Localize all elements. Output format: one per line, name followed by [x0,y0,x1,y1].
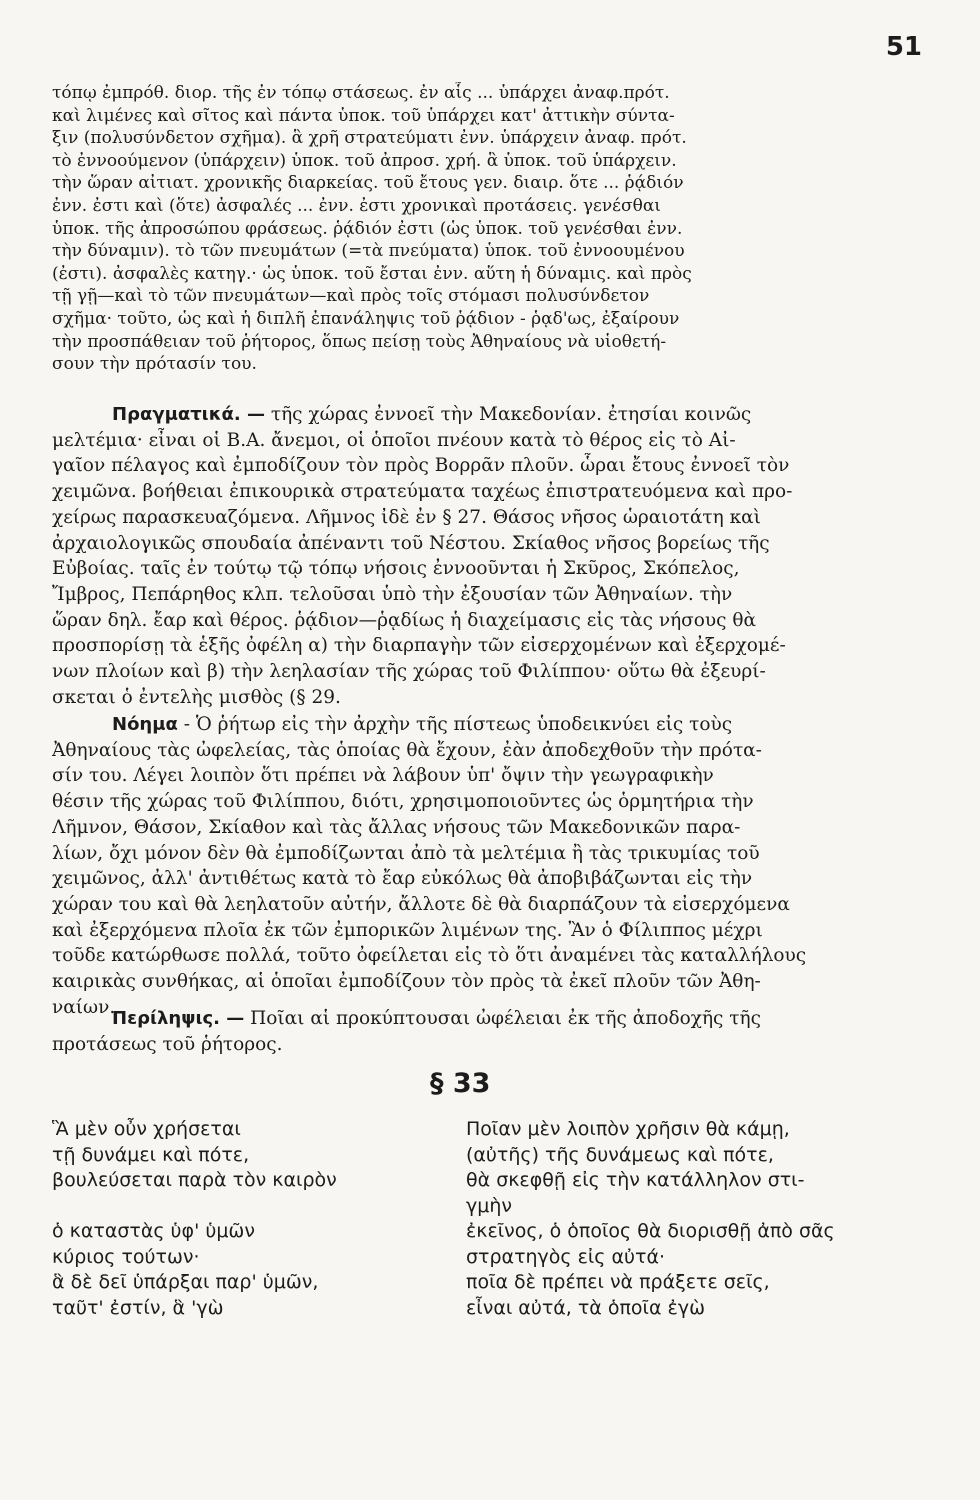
pragmatika-line: γαῖον πέλαγος καὶ ἐμποδίζουν τὸν πρὸς Βορρᾶν πλοῦν. ὧραι ἔτους ἐννοεῖ τὸν [52,455,790,477]
notes-line: ἐνν. ἐστι καὶ (ὅτε) ἀσφαλές ... ἐνν. ἐστι χρονικαὶ προτάσεις. γενέσθαι [52,195,661,216]
perilipsis-first-line [52,1006,882,1032]
pragmatika-line: χείρως παρασκευαζόμενα. Λῆμνος ἰδὲ ἐν § 27. Θάσος νῆσος ὡραιοτάτη καὶ [52,506,761,528]
noima-first-line [52,712,882,738]
notes-line: τόπῳ ἐμπρόθ. διορ. τῆς ἐν τόπῳ στάσεως. ἐν αἷς ... ὑπάρχει ἀναφ.πρότ. [52,83,670,103]
original-line: Ἃ μὲν οὖν χρήσεται [52,1118,241,1140]
original-line: ἃ δὲ δεῖ ὑπάρξαι παρ' ὑμῶν, [52,1271,319,1293]
pragmatika-line: χειμῶνα. βοήθειαι ἐπικουρικὰ στρατεύματα ταχέως ἐπιστρατευόμενα καὶ προ- [52,481,793,503]
translation-line: ἐκεῖνος, ὁ ὁποῖος θὰ διορισθῇ ἀπὸ σᾶς [466,1220,835,1242]
notes-line: τὴν ὥραν αἰτιατ. χρονικῆς διαρκείας. τοῦ ἔτους γεν. διαιρ. ὅτε ... ῥᾴδιόν [52,173,684,194]
pragmatika-line: Ἴμβρος, Πεπάρηθος κλπ. τελοῦσαι ὑπὸ τὴν ἐξουσίαν τῶν Ἀθηναίων. τὴν [52,583,733,605]
notes-line: ξιν (πολυσύνδετον σχῆμα). ἃ χρῆ στρατεύματι ἐνν. ὑπάρχειν ἀναφ. πρότ. [52,128,687,149]
page-number: 51 [885,32,922,62]
noima-line: χειμῶνος, ἀλλ' ἀντιθέτως κατὰ τὸ ἔαρ εὐκόλως θὰ ἀποβιβάζωνται εἰς τὴν [52,868,753,890]
original-line: βουλεύσεται παρὰ τὸν καιρὸν [52,1169,337,1191]
noima-line: θέσιν τῆς χώρας τοῦ Φιλίππου, διότι, χρησιμοποιοῦντες ὡς ὁρμητήρια τὴν [52,791,754,813]
pragmatika-line: Εὐβοίας. ταῖς ἐν τούτῳ τῷ τόπῳ νήσοις ἐννοοῦνται ἡ Σκῦρος, Σκόπελος, [52,558,740,580]
pragmatika-first-line [52,402,882,428]
original-line: κύριος τούτων· [52,1245,200,1268]
pragmatika-line: ἀρχαιολογικῶς σπουδαία ἀπέναντι τοῦ Νέστου. Σκίαθος νῆσος βορείως τῆς [52,532,770,554]
translation-line: Ποῖαν μὲν λοιπὸν χρῆσιν θὰ κάμῃ, [466,1118,790,1140]
notes-line: ὑποκ. τῆς ἀπροσώπου φράσεως. ῥᾴδιόν ἐστι (ὡς ὑποκ. τοῦ γενέσθαι ἐνν. [52,218,683,239]
original-line [52,1194,432,1220]
pragmatika-line: ὥραν δηλ. ἔαρ καὶ θέρος. ῥᾴδιον—ῥᾳδίως ἡ διαχείμασις εἰς τὰς νήσους θὰ [52,609,757,631]
translation-line: στρατηγὸς εἰς αὐτά· [466,1245,666,1268]
grammatical-notes [52,82,882,376]
original-line: τῇ δυνάμει καὶ πότε, [52,1143,250,1166]
pragmatika-line: σκεται ὁ ἐντελὴς μισθὸς (§ 29. [52,686,341,708]
perilipsis-first-line-text: Ποῖαι αἱ προκύπτουσαι ὠφέλειαι ἐκ τῆς ἀποδοχῆς τῆς [244,1008,761,1029]
perilipsis-line: προτάσεως τοῦ ῥήτορος. [52,1033,283,1055]
pragmatika-line: μελτέμια· εἶναι οἱ Β.Α. ἄνεμοι, οἱ ὁποῖοι πνέουν κατὰ τὸ θέρος εἰς τὸ Αἰ- [52,429,736,451]
noima-heading: Νόημα [112,714,178,735]
notes-line: σουν τὴν πρότασίν του. [52,354,257,375]
notes-line: τῇ γῇ—καὶ τὸ τῶν πνευμάτων—καὶ πρὸς τοῖς στόμασι πολυσύνδετον [52,286,650,307]
section-sign: § 33 [430,1068,491,1099]
pragmatika-heading: Πραγματικά. — [112,404,265,425]
noima-line: σίν του. Λέγει λοιπὸν ὅτι πρέπει νὰ λάβουν ὑπ' ὄψιν τὴν γεωγραφικὴν [52,765,714,787]
notes-line: τὸ ἐννοούμενον (ὑπάρχειν) ὑποκ. τοῦ ἀπροσ. χρή. ἃ ὑποκ. τοῦ ὑπάρχειν. [52,150,677,171]
pragmatika-section [52,402,882,710]
translation-line: γμὴν [466,1194,512,1217]
noima-line: καιρικὰς συνθήκας, αἱ ὁποῖαι ἐμποδίζουν τὸν πρὸς τὰ ἐκεῖ πλοῦν τῶν Ἀθη- [52,971,761,993]
notes-line: τὴν προσπάθειαν τοῦ ῥήτορος, ὅπως πείσῃ τοὺς Ἀθηναίους νὰ υἱοθετή- [52,331,667,352]
notes-line: (ἐστι). ἀσφαλὲς κατηγ.· ὡς ὑποκ. τοῦ ἔσται ἐνν. αὕτη ἡ δύναμις. καὶ πρὸς [52,263,692,284]
pragmatika-line: νων πλοίων καὶ β) τὴν λεηλασίαν τῆς χώρας τοῦ Φιλίππου· οὕτω θὰ ἐξευρί- [52,661,766,683]
translation-line: εἶναι αὐτά, τὰ ὁποῖα ἐγὼ [466,1296,705,1319]
noima-first-line-text: - Ὁ ῥήτωρ εἰς τὴν ἀρχὴν τῆς πίστεως ὑποδεικνύει εἰς τοὺς [177,714,733,735]
noima-line: Ἀθηναίους τὰς ὠφελείας, τὰς ὁποίας θὰ ἔχουν, ἐὰν ἀποδεχθοῦν τὴν πρότα- [52,739,762,761]
noima-line: λίων, ὄχι μόνον δὲν θὰ ἐμποδίζωνται ἀπὸ τὰ μελτέμια ἢ τὰς τρικυμίας τοῦ [52,842,760,864]
noima-line: Λῆμνον, Θάσον, Σκίαθον καὶ τὰς ἄλλας νήσους τῶν Μακεδονικῶν παρα- [52,816,741,838]
noima-line: χώραν του καὶ θὰ λεηλατοῦν αὐτήν, ἄλλοτε δὲ θὰ διαρπάζουν τὰ εἰσερχόμενα [52,893,790,915]
notes-line: καὶ λιμένες καὶ σῖτος καὶ πάντα ὑποκ. τοῦ ὑπάρχει κατ' ἀττικὴν σύντα- [52,105,675,126]
translation-line: ποῖα δὲ πρέπει νὰ πράξετε σεῖς, [466,1271,770,1293]
pragmatika-line: προσπορίσῃ τὰ ἑξῆς ὀφέλη α) τὴν διαρπαγὴν τῶν εἰσερχομένων καὶ ἐξερχομέ- [52,635,786,657]
original-line: ὁ καταστὰς ὑφ' ὑμῶν [52,1220,255,1242]
noima-line: τοῦδε κατώρθωσε πολλά, τοῦτο ὀφείλεται εἰς τὸ ὅτι ἀναμένει τὰς καταλλήλους [52,945,807,967]
pragmatika-first-line-text: τῆς χώρας ἐννοεῖ τὴν Μακεδονίαν. ἐτησίαι κοινῶς [264,404,752,425]
perilipsis-section [52,1006,882,1057]
noima-section [52,712,882,1020]
perilipsis-heading: Περίληψις. — [112,1008,245,1029]
original-text-column [52,1117,432,1321]
translation-line: (αὐτῆς) τῆς δυνάμεως καὶ πότε, [466,1143,774,1166]
original-line: ταῦτ' ἐστίν, ἃ 'γὼ [52,1296,224,1319]
translation-line: θὰ σκεφθῇ εἰς τὴν κατάλληλον στι- [466,1169,805,1191]
noima-line: ναίων. [52,996,116,1018]
notes-line: τὴν δύναμιν). τὸ τῶν πνευμάτων (=τὰ πνεύματα) ὑποκ. τοῦ ἐννοουμένου [52,241,685,262]
translation-column [466,1117,906,1321]
noima-line: καὶ ἐξερχόμενα πλοῖα ἐκ τῶν ἐμπορικῶν λιμένων της. Ἂν ὁ Φίλιππος μέχρι [52,919,763,941]
notes-line: σχῆμα· τοῦτο, ὡς καὶ ἡ διπλῆ ἐπανάληψις τοῦ ῥᾴδιον - ῥᾳδ'ως, ἐξαίρουν [52,308,680,329]
